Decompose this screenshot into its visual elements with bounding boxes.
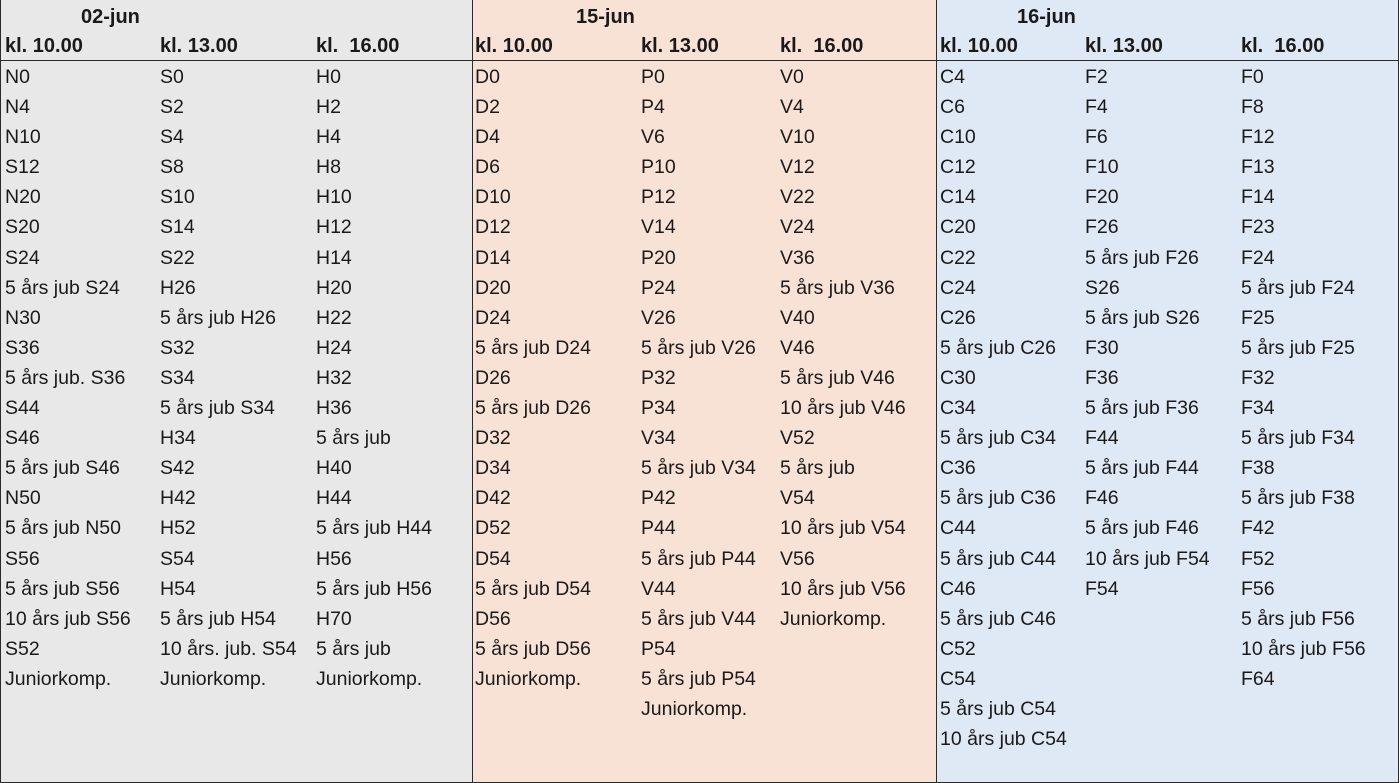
class-entry: 5 års jub C44	[940, 547, 1056, 570]
class-entry: P10	[641, 156, 676, 179]
class-entry: 10 års jub V56	[780, 577, 906, 600]
time-header: kl. 13.00	[1085, 35, 1163, 57]
class-entry: F23	[1241, 216, 1275, 239]
class-entry: 5 års jub F25	[1241, 336, 1355, 359]
class-entry: F8	[1241, 96, 1264, 119]
class-entry: P34	[641, 397, 676, 420]
class-entry: C46	[940, 577, 976, 600]
class-entry: F38	[1241, 457, 1275, 480]
class-entry: V44	[641, 577, 676, 600]
class-entry: 5 års jub P54	[641, 667, 756, 690]
class-entry: 5 års jub F26	[1085, 246, 1199, 269]
class-entry: V14	[641, 216, 676, 239]
class-entry: 5 års jub F56	[1241, 607, 1355, 630]
class-entry: F2	[1085, 66, 1108, 88]
day-date: 02-jun	[81, 6, 140, 28]
class-entry: F34	[1241, 397, 1275, 420]
class-entry: V34	[641, 427, 676, 450]
class-entry: F46	[1085, 487, 1119, 510]
class-entry: 5 års jub C36	[940, 487, 1056, 510]
class-entry: H32	[316, 366, 352, 389]
class-entry: 5 års jub	[780, 457, 855, 480]
day-panel-02-jun	[0, 0, 472, 783]
class-entry: S36	[5, 336, 40, 359]
class-entry: 5 års jub F36	[1085, 397, 1199, 420]
day-panel-15-jun	[472, 0, 936, 783]
class-entry: P12	[641, 186, 676, 209]
class-entry: H22	[316, 306, 352, 329]
class-entry: H42	[160, 487, 196, 510]
class-entry: 5 års jub F44	[1085, 457, 1199, 480]
class-entry: C4	[940, 66, 965, 88]
time-column	[940, 32, 1067, 754]
class-entry: V22	[780, 186, 815, 209]
class-entry: F64	[1241, 667, 1275, 690]
class-entry: F4	[1085, 96, 1108, 119]
class-entry: V52	[780, 427, 815, 450]
class-entry: H40	[316, 457, 352, 480]
class-entry: P24	[641, 276, 676, 299]
class-entry: C26	[940, 306, 976, 329]
class-entry: D2	[475, 96, 500, 119]
class-entry: D0	[475, 66, 500, 88]
class-entry: F25	[1241, 306, 1275, 329]
class-entry: 5 års jub D26	[475, 397, 591, 420]
time-header: kl. 16.00	[316, 35, 400, 57]
class-entry: F30	[1085, 336, 1119, 359]
class-entry: C44	[940, 517, 976, 540]
class-entry: F44	[1085, 427, 1119, 450]
class-entry: F32	[1241, 366, 1275, 389]
class-entry: V54	[780, 487, 815, 510]
class-entry: 5 års jub C46	[940, 607, 1056, 630]
class-entry: N4	[5, 96, 30, 119]
class-entry: 5 års jub H44	[316, 517, 432, 540]
class-entry: 5 års jub V46	[780, 366, 895, 389]
class-entry: S10	[160, 186, 195, 209]
class-list	[316, 62, 432, 694]
class-entry: S24	[5, 246, 40, 269]
class-entry: Juniorkomp.	[160, 667, 267, 690]
class-entry: S2	[160, 96, 184, 119]
class-entry: F42	[1241, 517, 1275, 540]
class-entry: C10	[940, 126, 976, 149]
class-entry: P32	[641, 366, 676, 389]
class-entry: C14	[940, 186, 976, 209]
class-entry: N10	[5, 126, 41, 149]
class-entry: H14	[316, 246, 352, 269]
class-entry: P20	[641, 246, 676, 269]
class-entry: 5 års jub S26	[1085, 306, 1200, 329]
class-entry: 5 års jub C34	[940, 427, 1056, 450]
class-entry: S32	[160, 336, 195, 359]
time-column	[5, 32, 131, 694]
class-entry: S8	[160, 156, 184, 179]
class-entry: H20	[316, 276, 352, 299]
class-entry: 5 års jub S24	[5, 276, 120, 299]
class-entry: D56	[475, 607, 511, 630]
time-header: kl. 10.00	[5, 35, 83, 57]
class-entry: F26	[1085, 216, 1119, 239]
class-entry: H34	[160, 427, 196, 450]
class-entry: N50	[5, 487, 41, 510]
class-entry: V26	[641, 306, 676, 329]
class-entry: V24	[780, 216, 815, 239]
class-list	[475, 62, 591, 694]
class-entry: C22	[940, 246, 976, 269]
class-entry: 10 års jub V46	[780, 397, 906, 420]
class-entry: 5 års jub F38	[1241, 487, 1355, 510]
class-entry: F24	[1241, 246, 1275, 269]
class-entry: P0	[641, 66, 665, 88]
class-entry: S52	[5, 637, 40, 660]
class-entry: S34	[160, 366, 195, 389]
day-panel-16-jun	[936, 0, 1399, 783]
class-entry: S46	[5, 427, 40, 450]
class-entry: D52	[475, 517, 511, 540]
class-entry: V0	[780, 66, 804, 88]
class-entry: S22	[160, 246, 195, 269]
time-column	[1241, 32, 1366, 694]
class-entry: F6	[1085, 126, 1108, 149]
class-entry: D12	[475, 216, 511, 239]
class-list	[641, 62, 756, 724]
class-list	[940, 62, 1067, 754]
class-entry: H26	[160, 276, 196, 299]
class-entry: C54	[940, 667, 976, 690]
time-column	[475, 32, 591, 694]
class-entry: 5 års jub V36	[780, 276, 895, 299]
class-entry: H10	[316, 186, 352, 209]
class-entry: S14	[160, 216, 195, 239]
class-entry: S56	[5, 547, 40, 570]
class-entry: H24	[316, 336, 352, 359]
class-entry: V36	[780, 246, 815, 269]
class-entry: 5 års jub. S36	[5, 366, 126, 389]
class-entry: Juniorkomp.	[5, 667, 112, 690]
class-entry: P44	[641, 517, 676, 540]
class-entry: C30	[940, 366, 976, 389]
class-entry: C12	[940, 156, 976, 179]
class-entry: S4	[160, 126, 184, 149]
class-entry: F56	[1241, 577, 1275, 600]
class-entry: 10 års. jub. S54	[160, 637, 297, 660]
class-entry: H54	[160, 577, 196, 600]
class-entry: 10 års jub F56	[1241, 637, 1366, 660]
class-entry: C24	[940, 276, 976, 299]
class-entry: D24	[475, 306, 511, 329]
class-entry: V46	[780, 336, 815, 359]
class-entry: P4	[641, 96, 665, 119]
day-date: 16-jun	[1017, 6, 1076, 28]
class-entry: 5 års jub D24	[475, 336, 591, 359]
class-entry: 10 års jub C54	[940, 728, 1067, 751]
class-entry: Juniorkomp.	[780, 607, 887, 630]
class-entry: S42	[160, 457, 195, 480]
class-entry: 5 års jub V44	[641, 607, 756, 630]
class-entry: V6	[641, 126, 665, 149]
class-entry: F13	[1241, 156, 1275, 179]
class-entry: F36	[1085, 366, 1119, 389]
class-entry: D54	[475, 547, 511, 570]
class-list	[5, 62, 131, 694]
class-entry: D34	[475, 457, 511, 480]
class-entry: S20	[5, 216, 40, 239]
class-entry: F0	[1241, 66, 1264, 88]
day-date: 15-jun	[576, 6, 635, 28]
class-entry: 5 års jub D56	[475, 637, 591, 660]
class-entry: N0	[5, 66, 30, 88]
time-column	[316, 32, 432, 694]
class-entry: 5 års jub H54	[160, 607, 276, 630]
class-entry: P42	[641, 487, 676, 510]
class-entry: H0	[316, 66, 341, 88]
class-entry: 5 års jub F24	[1241, 276, 1355, 299]
class-list	[1241, 62, 1366, 694]
class-entry: 5 års jub N50	[5, 517, 121, 540]
class-entry: 5 års jub P44	[641, 547, 756, 570]
class-entry: 5 års jub F46	[1085, 517, 1199, 540]
class-entry: Juniorkomp.	[475, 667, 582, 690]
class-entry: 5 års jub H56	[316, 577, 432, 600]
time-header: kl. 10.00	[940, 35, 1018, 57]
class-entry: 5 års jub S46	[5, 457, 120, 480]
class-entry: V12	[780, 156, 815, 179]
class-entry: F14	[1241, 186, 1275, 209]
class-entry: P54	[641, 637, 676, 660]
class-entry: F20	[1085, 186, 1119, 209]
class-entry: H2	[316, 96, 341, 119]
class-entry: D4	[475, 126, 500, 149]
class-entry: S26	[1085, 276, 1120, 299]
class-entry: F52	[1241, 547, 1275, 570]
class-entry: H4	[316, 126, 341, 149]
time-header: kl. 13.00	[160, 35, 238, 57]
class-entry: D32	[475, 427, 511, 450]
class-entry: Juniorkomp.	[641, 697, 748, 720]
class-entry: 5 års jub S56	[5, 577, 120, 600]
time-header: kl. 16.00	[1241, 35, 1325, 57]
class-entry: H12	[316, 216, 352, 239]
class-entry: 5 års jub	[316, 427, 391, 450]
class-entry: 5 års jub C26	[940, 336, 1056, 359]
class-entry: D42	[475, 487, 511, 510]
class-entry: 5 års jub V26	[641, 336, 756, 359]
class-entry: H52	[160, 517, 196, 540]
time-header: kl. 13.00	[641, 35, 719, 57]
class-entry: S54	[160, 547, 195, 570]
class-entry: C20	[940, 216, 976, 239]
class-entry: F10	[1085, 156, 1119, 179]
class-entry: S12	[5, 156, 40, 179]
class-entry: V56	[780, 547, 815, 570]
class-entry: 5 års jub V34	[641, 457, 756, 480]
class-entry: D6	[475, 156, 500, 179]
time-column	[1085, 32, 1210, 604]
class-entry: C34	[940, 397, 976, 420]
class-entry: S0	[160, 66, 184, 88]
class-entry: N30	[5, 306, 41, 329]
class-entry: 5 års jub	[316, 637, 391, 660]
class-entry: 5 års jub C54	[940, 697, 1056, 720]
class-entry: F54	[1085, 577, 1119, 600]
class-entry: V10	[780, 126, 815, 149]
class-entry: C36	[940, 457, 976, 480]
class-entry: 10 års jub S56	[5, 607, 131, 630]
class-entry: D26	[475, 366, 511, 389]
class-entry: F12	[1241, 126, 1275, 149]
class-entry: V40	[780, 306, 815, 329]
time-header: kl. 16.00	[780, 35, 864, 57]
time-header: kl. 10.00	[475, 35, 553, 57]
class-entry: V4	[780, 96, 804, 119]
class-entry: C6	[940, 96, 965, 119]
class-entry: 5 års jub F34	[1241, 427, 1355, 450]
class-entry: 5 års jub D54	[475, 577, 591, 600]
class-entry: 10 års jub V54	[780, 517, 906, 540]
class-entry: H44	[316, 487, 352, 510]
class-list	[1085, 62, 1210, 604]
class-entry: D10	[475, 186, 511, 209]
time-column	[160, 32, 297, 694]
class-entry: S44	[5, 397, 40, 420]
class-entry: N20	[5, 186, 41, 209]
class-entry: 10 års jub F54	[1085, 547, 1210, 570]
class-entry: 5 års jub H26	[160, 306, 276, 329]
time-column	[641, 32, 756, 724]
class-entry: D20	[475, 276, 511, 299]
class-entry: H8	[316, 156, 341, 179]
class-entry: C52	[940, 637, 976, 660]
class-entry: 5 års jub S34	[160, 397, 275, 420]
time-column	[780, 32, 906, 634]
class-list	[160, 62, 297, 694]
class-entry: Juniorkomp.	[316, 667, 423, 690]
class-list	[780, 62, 906, 634]
class-entry: H36	[316, 397, 352, 420]
class-entry: H70	[316, 607, 352, 630]
class-entry: D14	[475, 246, 511, 269]
class-entry: H56	[316, 547, 352, 570]
